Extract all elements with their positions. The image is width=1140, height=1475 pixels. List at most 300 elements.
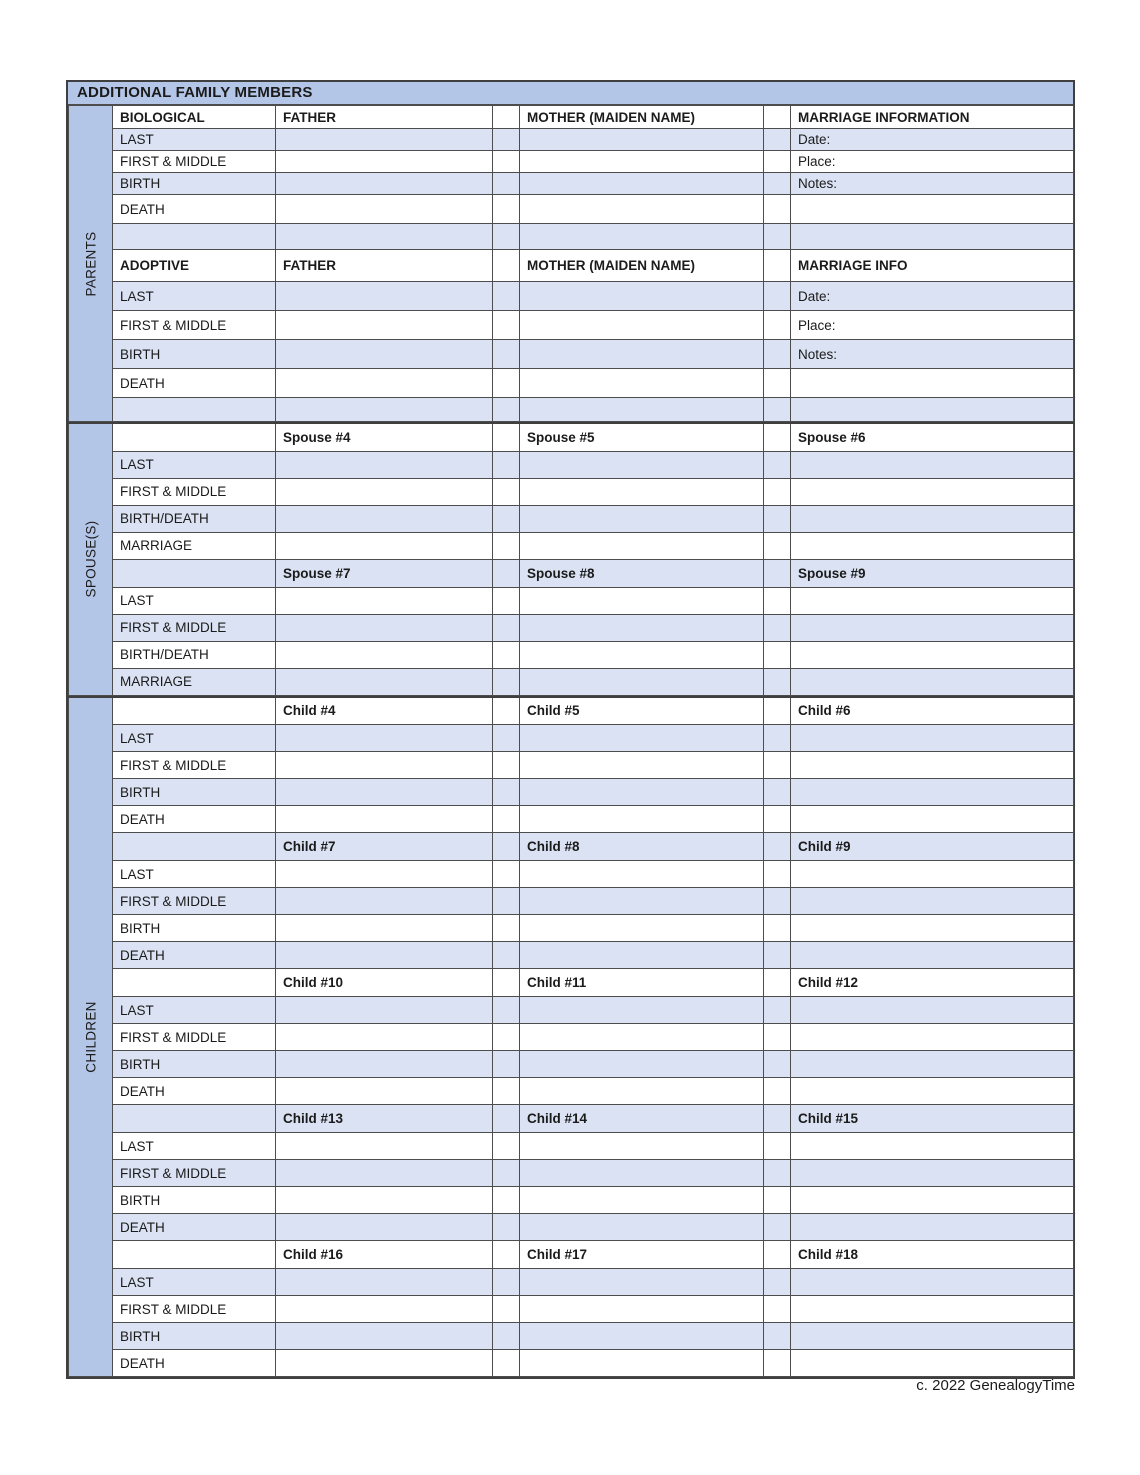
entry-cell-mother[interactable]	[520, 398, 764, 422]
entry-cell-marriage[interactable]	[791, 641, 1074, 668]
entry-cell-marriage[interactable]	[791, 478, 1074, 505]
entry-cell-mother[interactable]	[520, 1078, 764, 1105]
spacer-cell	[764, 398, 791, 422]
entry-cell-marriage[interactable]	[791, 1323, 1074, 1350]
entry-cell-marriage[interactable]: Date:	[791, 282, 1074, 311]
section-table-children	[68, 696, 1074, 1378]
entry-cell-mother[interactable]	[520, 224, 764, 250]
spacer-cell	[493, 915, 520, 942]
entry-cell-mother[interactable]	[520, 173, 764, 195]
group-title-biological: BIOLOGICAL	[113, 106, 276, 129]
spacer-cell	[493, 224, 520, 250]
column-header-mother: Child #11	[520, 969, 764, 997]
field-row	[69, 1214, 1074, 1241]
spacer-cell	[493, 752, 520, 779]
spacer-cell	[493, 1051, 520, 1078]
field-row	[69, 532, 1074, 559]
spacer-cell	[493, 1133, 520, 1160]
spacer-cell	[493, 532, 520, 559]
spacer-cell	[764, 478, 791, 505]
entry-cell-father[interactable]	[276, 451, 493, 478]
group-title-children-10-12	[113, 969, 276, 997]
entry-cell-mother[interactable]	[520, 668, 764, 695]
entry-cell-father[interactable]	[276, 614, 493, 641]
section-table-parents	[68, 105, 1074, 422]
spacer-cell	[493, 942, 520, 969]
entry-cell-marriage[interactable]: Place:	[791, 151, 1074, 173]
entry-cell-marriage[interactable]	[791, 1350, 1074, 1377]
entry-cell-father[interactable]	[276, 129, 493, 151]
entry-cell-marriage[interactable]	[791, 806, 1074, 833]
entry-cell-father[interactable]	[276, 173, 493, 195]
entry-cell-father[interactable]	[276, 942, 493, 969]
column-header-father: FATHER	[276, 106, 493, 129]
column-header-mother: MOTHER (MAIDEN NAME)	[520, 250, 764, 282]
entry-cell-marriage[interactable]	[791, 752, 1074, 779]
entry-cell-mother[interactable]	[520, 311, 764, 340]
spacer-cell	[764, 861, 791, 888]
entry-cell-marriage[interactable]	[791, 1269, 1074, 1296]
spacer-cell	[764, 1296, 791, 1323]
column-header-mother: Spouse #5	[520, 423, 764, 451]
entry-cell-mother[interactable]	[520, 915, 764, 942]
spacer-cell	[493, 587, 520, 614]
spacer-cell	[493, 1024, 520, 1051]
column-header-father: Child #7	[276, 833, 493, 861]
spacer-cell	[764, 1160, 791, 1187]
spacer-cell	[493, 151, 520, 173]
entry-cell-marriage[interactable]: Place:	[791, 311, 1074, 340]
copyright-text: c. 2022 GenealogyTime	[916, 1377, 1075, 1394]
section-sidebar-spouses	[69, 423, 113, 695]
spacer-cell	[493, 641, 520, 668]
row-label: BIRTH	[113, 340, 276, 369]
entry-cell-marriage[interactable]	[791, 861, 1074, 888]
row-label: BIRTH	[113, 173, 276, 195]
entry-cell-marriage[interactable]	[791, 915, 1074, 942]
spacer-cell	[764, 725, 791, 752]
entry-cell-mother[interactable]	[520, 1051, 764, 1078]
field-row	[69, 641, 1074, 668]
entry-cell-mother[interactable]	[520, 806, 764, 833]
spacer-cell	[764, 1187, 791, 1214]
row-label: BIRTH	[113, 779, 276, 806]
spacer-cell	[764, 752, 791, 779]
spacer-cell	[493, 1296, 520, 1323]
row-label: BIRTH	[113, 1051, 276, 1078]
column-header-mother: Child #14	[520, 1105, 764, 1133]
spacer-cell	[493, 806, 520, 833]
additional-family-members-form	[66, 80, 1075, 1379]
spacer-cell	[493, 1241, 520, 1269]
column-header-father: Child #10	[276, 969, 493, 997]
entry-cell-mother[interactable]	[520, 1214, 764, 1241]
entry-cell-father[interactable]	[276, 151, 493, 173]
group-title-children-13-15	[113, 1105, 276, 1133]
spacer-cell	[764, 282, 791, 311]
entry-cell-mother[interactable]	[520, 195, 764, 224]
group-header-row	[69, 833, 1074, 861]
entry-cell-mother[interactable]	[520, 478, 764, 505]
spacer-cell	[493, 861, 520, 888]
spacer-cell	[764, 888, 791, 915]
row-label: MARRIAGE	[113, 668, 276, 695]
entry-cell-father[interactable]	[276, 532, 493, 559]
entry-cell-father[interactable]	[276, 1350, 493, 1377]
entry-cell-marriage[interactable]	[791, 195, 1074, 224]
spacer-cell	[764, 1078, 791, 1105]
spacer-cell	[493, 668, 520, 695]
entry-cell-mother[interactable]	[520, 641, 764, 668]
entry-cell-mother[interactable]	[520, 614, 764, 641]
entry-cell-father[interactable]	[276, 641, 493, 668]
field-row	[69, 1051, 1074, 1078]
spacer-cell	[764, 1105, 791, 1133]
spacer-row	[69, 224, 1074, 250]
entry-cell-marriage[interactable]	[791, 1024, 1074, 1051]
entry-cell-marriage[interactable]	[791, 587, 1074, 614]
entry-cell-father[interactable]	[276, 752, 493, 779]
entry-cell-marriage[interactable]	[791, 398, 1074, 422]
entry-cell-father[interactable]	[276, 1269, 493, 1296]
row-label: LAST	[113, 1269, 276, 1296]
field-row	[69, 888, 1074, 915]
group-header-row	[69, 250, 1074, 282]
entry-cell-marriage[interactable]	[791, 1160, 1074, 1187]
field-row	[69, 997, 1074, 1024]
spacer-cell	[493, 195, 520, 224]
group-header-row	[69, 423, 1074, 451]
entry-cell-mother[interactable]	[520, 369, 764, 398]
row-label: DEATH	[113, 1214, 276, 1241]
row-label: LAST	[113, 451, 276, 478]
column-header-marriage: Child #6	[791, 697, 1074, 725]
entry-cell-marriage[interactable]	[791, 505, 1074, 532]
spacer-cell	[764, 806, 791, 833]
entry-cell-marriage[interactable]	[791, 1296, 1074, 1323]
entry-cell-mother[interactable]	[520, 861, 764, 888]
column-header-father: Child #13	[276, 1105, 493, 1133]
column-header-father: FATHER	[276, 250, 493, 282]
spacer-cell	[493, 1105, 520, 1133]
row-label	[113, 224, 276, 250]
spacer-cell	[493, 505, 520, 532]
entry-cell-marriage[interactable]	[791, 369, 1074, 398]
spacer-cell	[764, 779, 791, 806]
field-row	[69, 505, 1074, 532]
row-label: FIRST & MIDDLE	[113, 151, 276, 173]
spacer-cell	[493, 1160, 520, 1187]
entry-cell-father[interactable]	[276, 915, 493, 942]
field-row	[69, 340, 1074, 369]
entry-cell-mother[interactable]	[520, 151, 764, 173]
spacer-cell	[493, 340, 520, 369]
row-label: FIRST & MIDDLE	[113, 752, 276, 779]
spacer-cell	[493, 398, 520, 422]
group-header-row	[69, 969, 1074, 997]
column-header-father: Spouse #7	[276, 559, 493, 587]
field-row	[69, 129, 1074, 151]
group-header-row	[69, 559, 1074, 587]
row-label: BIRTH	[113, 915, 276, 942]
entry-cell-marriage[interactable]	[791, 532, 1074, 559]
field-row	[69, 282, 1074, 311]
column-header-father: Child #16	[276, 1241, 493, 1269]
entry-cell-marriage[interactable]	[791, 614, 1074, 641]
section-sidebar-children	[69, 697, 113, 1377]
entry-cell-father[interactable]	[276, 369, 493, 398]
row-label: LAST	[113, 861, 276, 888]
spacer-cell	[493, 129, 520, 151]
spacer-cell	[493, 725, 520, 752]
spacer-cell	[493, 451, 520, 478]
entry-cell-mother[interactable]	[520, 1323, 764, 1350]
spacer-cell	[493, 282, 520, 311]
spacer-cell	[493, 614, 520, 641]
spacer-cell	[764, 1214, 791, 1241]
entry-cell-mother[interactable]	[520, 451, 764, 478]
section-label-spouses: SPOUSE(S)	[83, 520, 98, 598]
entry-cell-father[interactable]	[276, 1214, 493, 1241]
entry-cell-marriage[interactable]	[791, 1133, 1074, 1160]
entry-cell-father[interactable]	[276, 668, 493, 695]
group-title-spouses-4-6	[113, 423, 276, 451]
field-row	[69, 725, 1074, 752]
spacer-cell	[493, 779, 520, 806]
entry-cell-mother[interactable]	[520, 888, 764, 915]
entry-cell-father[interactable]	[276, 806, 493, 833]
entry-cell-father[interactable]	[276, 1160, 493, 1187]
spacer-cell	[764, 614, 791, 641]
spacer-cell	[764, 1024, 791, 1051]
entry-cell-mother[interactable]	[520, 1160, 764, 1187]
spacer-cell	[764, 369, 791, 398]
field-row	[69, 173, 1074, 195]
entry-cell-mother[interactable]	[520, 1133, 764, 1160]
field-row	[69, 1350, 1074, 1377]
spacer-cell	[764, 106, 791, 129]
spacer-cell	[493, 833, 520, 861]
spacer-cell	[764, 224, 791, 250]
entry-cell-father[interactable]	[276, 478, 493, 505]
entry-cell-father[interactable]	[276, 195, 493, 224]
entry-cell-marriage[interactable]	[791, 1051, 1074, 1078]
spacer-cell	[493, 969, 520, 997]
entry-cell-marriage[interactable]	[791, 668, 1074, 695]
spacer-cell	[764, 1269, 791, 1296]
spacer-cell	[493, 1078, 520, 1105]
field-row	[69, 806, 1074, 833]
spacer-cell	[493, 697, 520, 725]
group-header-row	[69, 106, 1074, 129]
entry-cell-father[interactable]	[276, 888, 493, 915]
entry-cell-mother[interactable]	[520, 779, 764, 806]
spacer-cell	[493, 1187, 520, 1214]
column-header-marriage: MARRIAGE INFORMATION	[791, 106, 1074, 129]
entry-cell-marriage[interactable]: Notes:	[791, 173, 1074, 195]
entry-cell-mother[interactable]	[520, 587, 764, 614]
spacer-cell	[764, 1323, 791, 1350]
entry-cell-father[interactable]	[276, 725, 493, 752]
entry-cell-marriage[interactable]: Date:	[791, 129, 1074, 151]
entry-cell-father[interactable]	[276, 1078, 493, 1105]
group-header-row	[69, 1241, 1074, 1269]
field-row	[69, 861, 1074, 888]
spacer-cell	[764, 129, 791, 151]
field-row	[69, 942, 1074, 969]
entry-cell-marriage[interactable]	[791, 942, 1074, 969]
field-row	[69, 311, 1074, 340]
row-label: DEATH	[113, 369, 276, 398]
field-row	[69, 151, 1074, 173]
spacer-cell	[764, 173, 791, 195]
entry-cell-mother[interactable]	[520, 1024, 764, 1051]
entry-cell-mother[interactable]	[520, 1296, 764, 1323]
entry-cell-mother[interactable]	[520, 532, 764, 559]
spacer-cell	[764, 1133, 791, 1160]
entry-cell-father[interactable]	[276, 1187, 493, 1214]
section-sidebar-parents	[69, 106, 113, 422]
row-label: BIRTH	[113, 1323, 276, 1350]
entry-cell-marriage[interactable]: Notes:	[791, 340, 1074, 369]
row-label: FIRST & MIDDLE	[113, 614, 276, 641]
field-row	[69, 195, 1074, 224]
row-label: DEATH	[113, 1350, 276, 1377]
field-row	[69, 779, 1074, 806]
spacer-cell	[764, 915, 791, 942]
entry-cell-marriage[interactable]	[791, 1187, 1074, 1214]
row-label: DEATH	[113, 1078, 276, 1105]
entry-cell-mother[interactable]	[520, 752, 764, 779]
entry-cell-marriage[interactable]	[791, 888, 1074, 915]
row-label: LAST	[113, 587, 276, 614]
spacer-cell	[493, 250, 520, 282]
row-label: LAST	[113, 725, 276, 752]
section-table-spouses	[68, 422, 1074, 696]
entry-cell-mother[interactable]	[520, 129, 764, 151]
column-header-mother: Child #8	[520, 833, 764, 861]
entry-cell-father[interactable]	[276, 340, 493, 369]
spacer-cell	[764, 1051, 791, 1078]
spacer-cell	[764, 423, 791, 451]
spacer-cell	[764, 641, 791, 668]
row-label: MARRIAGE	[113, 532, 276, 559]
spacer-cell	[764, 997, 791, 1024]
field-row	[69, 668, 1074, 695]
field-row	[69, 614, 1074, 641]
row-label: FIRST & MIDDLE	[113, 1296, 276, 1323]
column-header-marriage: MARRIAGE INFO	[791, 250, 1074, 282]
row-label: LAST	[113, 1133, 276, 1160]
entry-cell-mother[interactable]	[520, 340, 764, 369]
entry-cell-father[interactable]	[276, 587, 493, 614]
entry-cell-father[interactable]	[276, 282, 493, 311]
spacer-cell	[764, 942, 791, 969]
column-header-marriage: Child #12	[791, 969, 1074, 997]
spacer-cell	[764, 151, 791, 173]
row-label: LAST	[113, 997, 276, 1024]
entry-cell-father[interactable]	[276, 1133, 493, 1160]
column-header-mother: Child #17	[520, 1241, 764, 1269]
row-label: DEATH	[113, 942, 276, 969]
spacer-cell	[764, 532, 791, 559]
row-label: LAST	[113, 282, 276, 311]
group-title-spouses-7-9	[113, 559, 276, 587]
entry-cell-marriage[interactable]	[791, 1214, 1074, 1241]
entry-cell-father[interactable]	[276, 1296, 493, 1323]
field-row	[69, 451, 1074, 478]
entry-cell-father[interactable]	[276, 224, 493, 250]
entry-cell-mother[interactable]	[520, 942, 764, 969]
entry-cell-marriage[interactable]	[791, 725, 1074, 752]
entry-cell-marriage[interactable]	[791, 779, 1074, 806]
entry-cell-father[interactable]	[276, 311, 493, 340]
entry-cell-mother[interactable]	[520, 505, 764, 532]
spacer-cell	[493, 1214, 520, 1241]
entry-cell-father[interactable]	[276, 779, 493, 806]
entry-cell-marriage[interactable]	[791, 1078, 1074, 1105]
spacer-cell	[764, 340, 791, 369]
spacer-cell	[493, 1269, 520, 1296]
entry-cell-mother[interactable]	[520, 1269, 764, 1296]
entry-cell-marriage[interactable]	[791, 997, 1074, 1024]
spacer-cell	[493, 888, 520, 915]
spacer-cell	[764, 969, 791, 997]
column-header-marriage: Spouse #6	[791, 423, 1074, 451]
spacer-cell	[493, 1323, 520, 1350]
entry-cell-marriage[interactable]	[791, 224, 1074, 250]
entry-cell-father[interactable]	[276, 1024, 493, 1051]
spacer-cell	[764, 451, 791, 478]
column-header-mother: Child #5	[520, 697, 764, 725]
spacer-cell	[764, 1350, 791, 1377]
entry-cell-mother[interactable]	[520, 1187, 764, 1214]
entry-cell-father[interactable]	[276, 861, 493, 888]
row-label: FIRST & MIDDLE	[113, 888, 276, 915]
entry-cell-father[interactable]	[276, 398, 493, 422]
spacer-cell	[493, 423, 520, 451]
row-label: DEATH	[113, 806, 276, 833]
column-header-mother: Spouse #8	[520, 559, 764, 587]
group-header-row	[69, 697, 1074, 725]
entry-cell-father[interactable]	[276, 1051, 493, 1078]
entry-cell-father[interactable]	[276, 505, 493, 532]
column-header-father: Spouse #4	[276, 423, 493, 451]
entry-cell-mother[interactable]	[520, 725, 764, 752]
entry-cell-father[interactable]	[276, 997, 493, 1024]
entry-cell-mother[interactable]	[520, 997, 764, 1024]
column-header-marriage: Child #18	[791, 1241, 1074, 1269]
row-label: LAST	[113, 129, 276, 151]
entry-cell-father[interactable]	[276, 1323, 493, 1350]
field-row	[69, 1133, 1074, 1160]
field-row	[69, 587, 1074, 614]
row-label: FIRST & MIDDLE	[113, 311, 276, 340]
entry-cell-marriage[interactable]	[791, 451, 1074, 478]
entry-cell-mother[interactable]	[520, 1350, 764, 1377]
field-row	[69, 915, 1074, 942]
field-row	[69, 752, 1074, 779]
field-row	[69, 1024, 1074, 1051]
spacer-row	[69, 398, 1074, 422]
entry-cell-mother[interactable]	[520, 282, 764, 311]
field-row	[69, 369, 1074, 398]
spacer-cell	[493, 173, 520, 195]
spacer-cell	[764, 587, 791, 614]
row-label: BIRTH/DEATH	[113, 505, 276, 532]
spacer-cell	[764, 1241, 791, 1269]
column-header-marriage: Child #9	[791, 833, 1074, 861]
